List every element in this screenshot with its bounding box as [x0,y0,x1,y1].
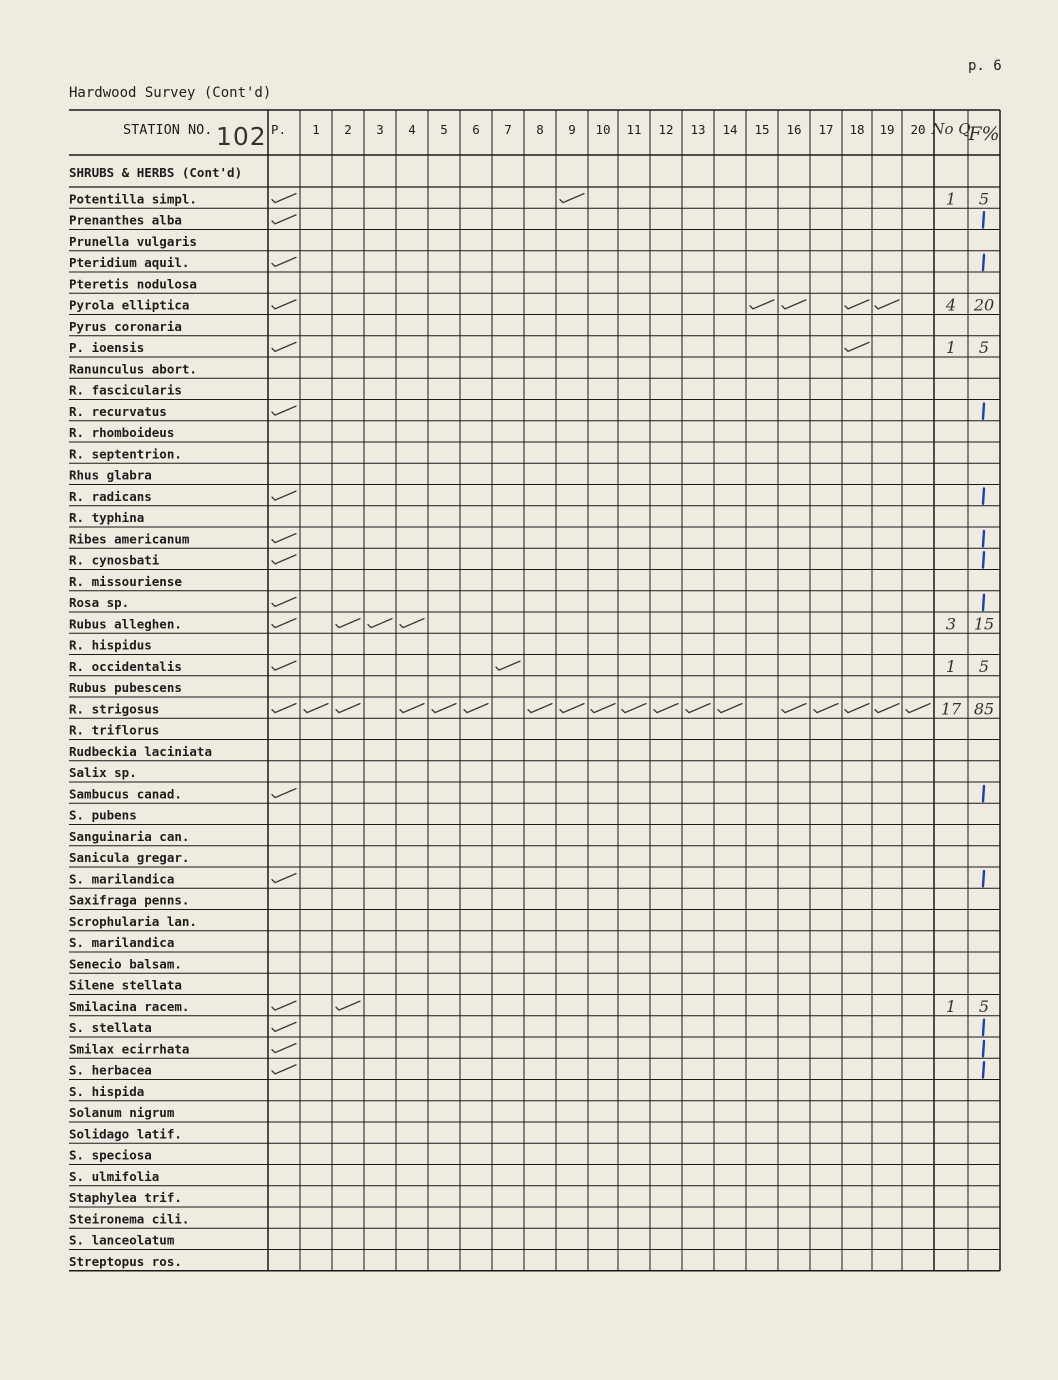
frequency-value: 5 [978,189,990,209]
species-name: Ribes americanum [69,531,190,547]
species-name: Prunella vulgaris [69,233,197,249]
station-count: 1 [945,656,957,676]
presence-check-mark [272,215,296,224]
species-name: S. herbacea [69,1062,152,1078]
species-name: Potentilla simpl. [69,191,197,207]
station-check-mark [336,704,360,713]
column-header-station: 1 [312,122,320,137]
column-header-station: 2 [344,122,352,137]
frequency-mark [983,1020,984,1035]
station-count: 17 [940,699,962,719]
species-name: P. ioensis [69,340,145,355]
column-header-station: 18 [849,122,865,137]
presence-check-mark [272,406,296,415]
species-name: Scrophularia lan. [69,913,197,929]
species-name: S. lanceolatum [69,1232,175,1248]
presence-check-mark [272,1022,296,1031]
column-header-station: 6 [472,122,480,137]
frequency-mark [983,552,984,567]
column-header-station: 15 [754,122,770,137]
species-name: Sambucus canad. [69,786,182,802]
station-number-label: STATION NO. [123,122,213,138]
column-header-p: P. [271,122,287,137]
species-name: Rosa sp. [69,595,130,610]
presence-check-mark [272,194,296,203]
section-label: SHRUBS & HERBS (Cont'd) [69,165,243,180]
column-header-station: 19 [879,122,895,137]
station-check-mark [432,704,456,713]
frequency-mark [983,255,984,270]
column-header-station: 16 [786,122,802,137]
species-name: Sanicula gregar. [69,850,190,865]
column-header-station: 11 [626,122,642,137]
presence-check-mark [272,704,296,713]
presence-check-mark [272,874,296,883]
station-check-mark [622,704,646,713]
species-name: S. speciosa [69,1147,152,1163]
station-check-mark [400,704,424,713]
species-name: S. marilandica [69,935,175,950]
column-header-station: 10 [595,122,611,137]
frequency-mark [983,1062,984,1077]
species-name: R. strigosus [69,701,160,717]
station-count: 4 [945,295,957,315]
frequency-mark [983,531,984,546]
species-name: Senecio balsam. [69,956,182,972]
column-header-no: No Q [931,120,971,138]
frequency-mark [983,595,984,610]
species-name: S. hispida [69,1083,145,1099]
column-header-station: 13 [690,122,706,137]
species-name: R. fascicularis [69,382,182,398]
station-check-mark [496,661,520,670]
species-name: R. rhomboideus [69,425,175,440]
species-name: Rudbeckia laciniata [69,743,212,759]
station-check-mark [400,619,424,628]
presence-check-mark [272,1044,296,1053]
frequency-mark [983,212,984,227]
page-title: Hardwood Survey (Cont'd) [69,85,272,101]
column-header-station: 7 [504,122,512,137]
station-check-mark [560,194,584,203]
species-name: Rhus glabra [69,467,152,483]
presence-check-mark [272,1001,296,1010]
species-name: S. marilandica [69,871,175,887]
station-count: 1 [945,338,957,357]
frequency-value: 5 [978,656,990,676]
station-count: 3 [945,614,957,634]
species-name: Pteretis nodulosa [69,276,197,292]
station-check-mark [528,704,552,713]
species-name: R. typhina [69,510,145,525]
species-name: S. pubens [69,807,137,823]
station-check-mark [782,300,806,309]
species-name: Streptopus ros. [69,1253,182,1269]
column-header-station: 20 [910,122,926,137]
species-name: Salix sp. [69,765,137,780]
presence-check-mark [272,300,296,309]
species-name: Rubus alleghen. [69,616,182,632]
station-check-mark [875,300,899,309]
station-number-value: 102 [216,122,267,151]
species-name: Saxifraga penns. [69,892,190,908]
presence-check-mark [272,491,296,500]
station-check-mark [654,704,678,713]
presence-check-mark [272,619,296,628]
frequency-value: 85 [973,699,995,719]
station-check-mark [336,619,360,628]
presence-check-mark [272,534,296,543]
column-header-station: 4 [408,122,416,137]
frequency-value: 20 [973,295,995,315]
column-header-station: 14 [722,122,738,137]
species-name: Pyrus coronaria [69,318,182,334]
column-header-station: 5 [440,122,448,137]
species-name: S. ulmifolia [69,1168,160,1184]
station-count: 1 [945,189,957,209]
species-name: R. triflorus [69,722,160,738]
station-check-mark [591,704,615,713]
species-name: Pyrola elliptica [69,297,190,313]
species-name: Solanum nigrum [69,1105,175,1120]
species-name: R. radicans [69,488,152,504]
species-name: Prenanthes alba [69,212,182,228]
station-check-mark [718,704,742,713]
frequency-mark [983,404,984,419]
frequency-mark [983,1041,984,1056]
presence-check-mark [272,1065,296,1074]
presence-check-mark [272,555,296,564]
station-check-mark [875,704,899,713]
station-check-mark [845,704,869,713]
frequency-mark [983,786,984,801]
column-header-station: 17 [818,122,834,137]
species-name: Silene stellata [69,977,182,993]
species-name: Steironema cili. [69,1211,190,1227]
frequency-mark [983,871,984,886]
species-name: Pteridium aquil. [69,255,190,270]
presence-check-mark [272,342,296,351]
presence-check-mark [272,661,296,670]
column-header-station: 8 [536,122,544,137]
column-header-station: 3 [376,122,384,137]
frequency-value: 15 [973,614,995,634]
species-name: R. hispidus [69,637,152,653]
species-name: Sanguinaria can. [69,828,190,844]
station-check-mark [336,1001,360,1010]
species-name: Rubus pubescens [69,680,182,695]
station-check-mark [814,704,838,713]
species-name: Smilax ecirrhata [69,1041,190,1057]
frequency-mark [983,489,984,504]
station-check-mark [304,704,328,713]
species-name: Smilacina racem. [69,998,190,1014]
species-name: Solidago latif. [69,1126,182,1142]
presence-check-mark [272,257,296,266]
page-number: p. 6 [968,58,1002,74]
species-name: R. septentrion. [69,446,182,462]
station-check-mark [464,704,488,713]
species-name: Ranunculus abort. [69,361,197,377]
species-name: R. cynosbati [69,552,160,568]
species-name: R. recurvatus [69,403,167,419]
frequency-value: 5 [978,338,990,357]
species-name: R. occidentalis [69,658,182,674]
column-header-f: F% [968,123,1000,145]
station-count: 1 [945,996,957,1016]
station-check-mark [845,300,869,309]
frequency-value: 5 [978,996,990,1016]
species-name: R. missouriense [69,573,182,589]
station-check-mark [368,619,392,628]
presence-check-mark [272,789,296,798]
station-check-mark [560,704,584,713]
species-name: Staphylea trif. [69,1190,182,1205]
column-header-station: 12 [658,122,674,137]
station-check-mark [782,704,806,713]
species-name: S. stellata [69,1020,152,1035]
presence-check-mark [272,597,296,606]
station-check-mark [845,342,869,351]
station-check-mark [750,300,774,309]
column-header-station: 9 [568,122,576,137]
station-check-mark [906,704,930,713]
station-check-mark [686,704,710,713]
